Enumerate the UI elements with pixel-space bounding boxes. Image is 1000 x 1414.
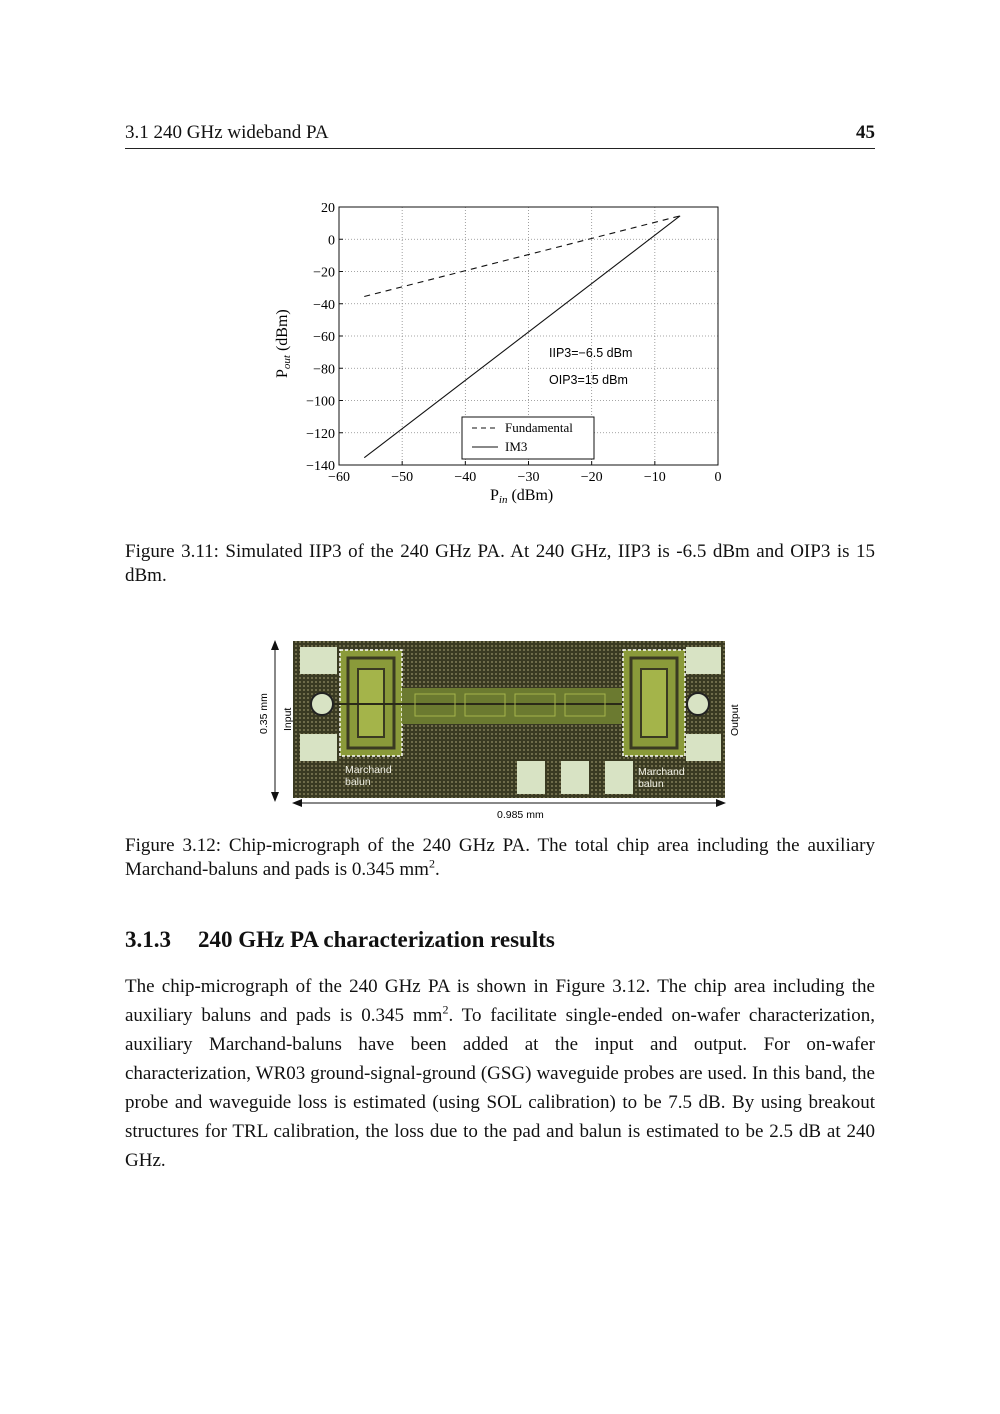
y-tick-label: −120 <box>306 426 335 442</box>
y-axis-label: Pout (dBm) <box>274 309 293 378</box>
page-header <box>125 122 875 149</box>
iip3-annotation: IIP3=−6.5 dBm <box>549 346 633 360</box>
y-tick-label: 20 <box>321 201 335 216</box>
chip-micrograph <box>250 636 750 826</box>
pad <box>686 647 721 674</box>
x-axis-label: Pin (dBm) <box>490 487 554 506</box>
running-head: 3.1 240 GHz wideband PA <box>125 122 329 143</box>
pad <box>300 734 337 761</box>
legend-im3-label: IM3 <box>505 439 528 454</box>
pad <box>311 693 333 715</box>
pad <box>605 761 633 794</box>
pad <box>300 647 337 674</box>
output-label: Output <box>729 704 741 736</box>
pad <box>561 761 589 794</box>
x-tick-label: −60 <box>328 470 350 485</box>
x-tick-label: −10 <box>643 470 666 485</box>
x-tick-label: 0 <box>714 470 722 485</box>
height-label: 0.35 mm <box>258 693 270 734</box>
legend-fundamental-label: Fundamental <box>505 420 573 435</box>
y-tick-label: 0 <box>328 233 335 249</box>
y-tick-label: −140 <box>306 459 335 474</box>
amplifier-chain <box>402 688 622 724</box>
y-tick-label: −60 <box>313 330 335 345</box>
figure-3-12-caption: Figure 3.12: Chip-micrograph of the 240 GHz PA. The total chip area including the auxiliary Marchand-baluns and pads is 0.345 $mm^2$. <box>125 835 875 880</box>
x-tick-label: −50 <box>391 470 414 485</box>
x-tick-label: −20 <box>580 470 603 485</box>
height-arrow-top <box>271 640 279 650</box>
chart-legend <box>462 417 594 459</box>
pad <box>686 734 721 761</box>
pad <box>517 761 545 794</box>
y-tick-label: −80 <box>313 362 335 378</box>
figure-3-11-caption: Figure 3.11: Simulated IIP3 of the 240 GHz PA. At 240 GHz, IIP3 is -6.5 dBm and OIP3 is 15 dBm. <box>125 541 875 586</box>
balun-right-label: Marchand balun <box>638 766 685 790</box>
body-paragraph: The chip-micrograph of the 240 GHz PA is shown in Figure 3.12. The chip area including the auxiliary baluns and pads is 0.345 $mm^2$. To facilitate single-ended on-wafer characterization, auxiliary Marchand-baluns have been added at the input and output. For on-wafer characterization, WR03 ground-signal-ground (GSG) waveguide probes are used. In this band, the probe and waveguide loss is estimated (using SOL calibration) to be 7.5 dB. By using breakout structures for TRL calibration, the loss due to the pad and balun is estimated to be 2.5 dB at 240 GHz. <box>125 976 875 1171</box>
series-line-fundamental <box>364 216 680 297</box>
y-tick-label: −100 <box>306 394 335 410</box>
width-arrow-left <box>292 799 302 807</box>
x-tick-label: −30 <box>517 470 540 485</box>
input-label: Input <box>282 707 294 731</box>
height-arrow-bottom <box>271 792 279 802</box>
iip3-chart <box>262 192 742 512</box>
pad <box>687 693 709 715</box>
balun-left-label: Marchand balun <box>345 764 392 788</box>
x-tick-label: −40 <box>454 470 477 485</box>
page-number: 45 <box>856 122 875 143</box>
section-heading <box>125 927 875 953</box>
y-tick-label: −20 <box>313 265 335 281</box>
y-tick-label: −40 <box>313 297 335 313</box>
width-arrow-right <box>716 799 726 807</box>
section-title: 240 GHz PA characterization results <box>198 927 555 952</box>
width-label: 0.985 mm <box>497 809 544 821</box>
oip3-annotation: OIP3=15 dBm <box>549 373 628 387</box>
section-number: 3.1.3 <box>125 927 171 952</box>
